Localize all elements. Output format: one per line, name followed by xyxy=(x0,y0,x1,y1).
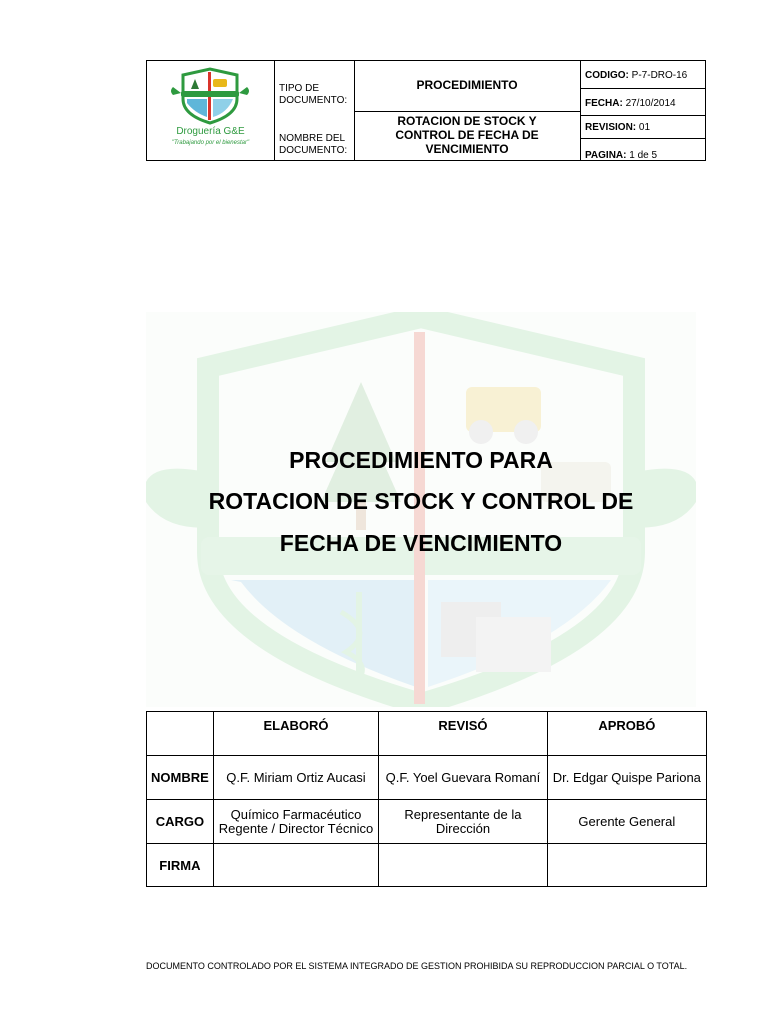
codigo-field xyxy=(585,70,705,81)
pagina-label: PAGINA: xyxy=(585,150,627,161)
fecha-label: FECHA: xyxy=(585,98,623,109)
divider xyxy=(580,61,581,160)
row-header-nombre: NOMBRE xyxy=(147,756,214,800)
pagina-value: 1 de 5 xyxy=(629,150,658,161)
divider xyxy=(274,61,275,160)
approval-table xyxy=(146,711,707,887)
divider xyxy=(580,138,706,139)
fecha-value: 27/10/2014 xyxy=(625,98,676,109)
nombre-value: ROTACION DE STOCK Y CONTROL DE FECHA DE VENCIMIENTO xyxy=(395,114,539,156)
row-header-firma: FIRMA xyxy=(147,844,214,887)
nombre-label: NOMBRE DEL DOCUMENTO: xyxy=(279,133,348,156)
tipo-value: PROCEDIMIENTO xyxy=(416,78,518,92)
cell-nombre-reviso: Q.F. Yoel Guevara Romaní xyxy=(379,756,548,800)
cell-cargo-elaboro: Químico Farmacéutico Regente / Director Técnico xyxy=(213,800,378,844)
cell-firma-aprobo xyxy=(547,844,706,887)
codigo-value: P-7-DRO-16 xyxy=(631,70,688,81)
revision-label: REVISION: xyxy=(585,122,637,133)
cell-cargo-reviso: Representante de la Dirección xyxy=(379,800,548,844)
title-line-2: ROTACION DE STOCK Y CONTROL DE xyxy=(208,488,634,514)
divider xyxy=(354,111,580,112)
corner-cell xyxy=(147,712,214,756)
footer-notice: DOCUMENTO CONTROLADO POR EL SISTEMA INTEGRADO DE GESTION PROHIBIDA SU REPRODUCCION PARCIAL O TOTAL. xyxy=(146,961,688,971)
logo-name: Droguería G&E xyxy=(176,126,245,137)
company-logo xyxy=(147,61,274,160)
cell-firma-elaboro xyxy=(213,844,378,887)
revision-value: 01 xyxy=(638,122,651,133)
revision-field xyxy=(585,122,705,133)
cell-nombre-aprobo: Dr. Edgar Quispe Pariona xyxy=(547,756,706,800)
title-line-3: FECHA DE VENCIMIENTO xyxy=(279,530,563,556)
row-header-cargo: CARGO xyxy=(147,800,214,844)
codigo-label: CODIGO: xyxy=(585,70,629,81)
title-line-1: PROCEDIMIENTO PARA xyxy=(289,447,553,473)
col-header-elaboro: ELABORÓ xyxy=(213,712,378,756)
document-header xyxy=(146,60,706,161)
divider xyxy=(580,88,706,89)
col-header-aprobo: APROBÓ xyxy=(547,712,706,756)
table-row xyxy=(147,756,707,800)
cell-cargo-aprobo: Gerente General xyxy=(547,800,706,844)
col-header-reviso: REVISÓ xyxy=(379,712,548,756)
logo-slogan: "Trabajando por el bienestar" xyxy=(171,140,250,146)
tipo-label: TIPO DE DOCUMENTO: xyxy=(279,83,348,106)
cell-nombre-elaboro: Q.F. Miriam Ortiz Aucasi xyxy=(213,756,378,800)
cell-firma-reviso xyxy=(379,844,548,887)
fecha-field xyxy=(585,98,705,109)
divider xyxy=(580,115,706,116)
table-row xyxy=(147,844,707,887)
table-row xyxy=(147,800,707,844)
pagina-field xyxy=(585,150,705,161)
